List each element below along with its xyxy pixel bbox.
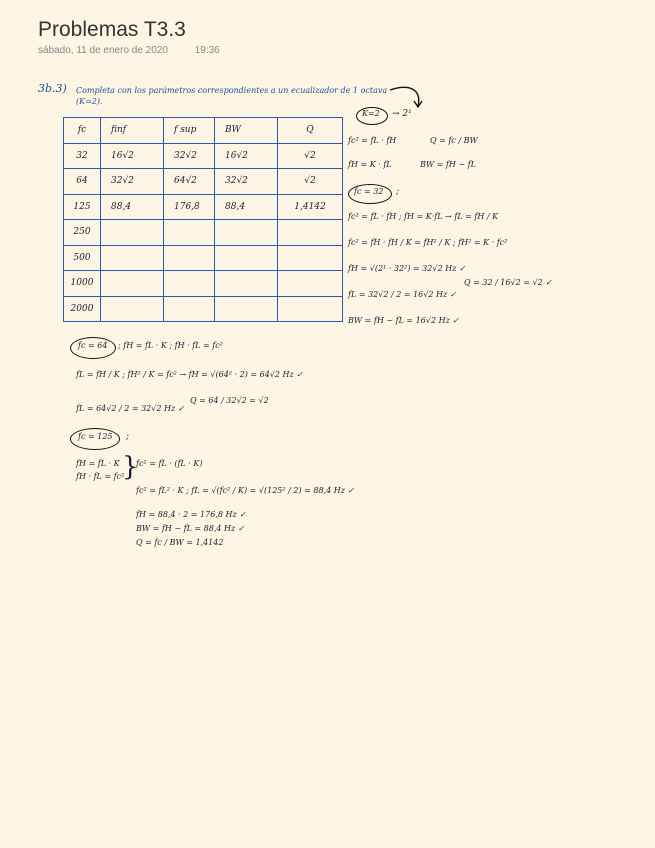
note-line: fH = √(2¹ · 32²) = 32√2 Hz ✓ <box>348 264 466 273</box>
table-cell <box>101 296 164 322</box>
note-line: fH · fL = fc² <box>76 472 125 481</box>
table-header-cell: f sup <box>164 118 215 144</box>
fc125-label: fc = 125 <box>78 432 113 441</box>
note-line: fc² = fL · fH ; fH = K·fL → fL = fH / K <box>348 212 499 221</box>
table-cell: √2 <box>278 143 343 169</box>
table-cell: 16√2 <box>101 143 164 169</box>
note-line: Q = fc / BW = 1,4142 <box>136 538 224 547</box>
table-cell: 32√2 <box>215 169 278 195</box>
k-arrow: → 2¹ <box>392 109 412 119</box>
table-row <box>64 143 343 169</box>
table-header-cell: finf <box>101 118 164 144</box>
table-cell <box>164 245 215 271</box>
page-date: sábado, 11 de enero de 2020 <box>38 45 168 56</box>
table-cell: 88,4 <box>215 194 278 220</box>
table-cell <box>215 245 278 271</box>
note-line: Q = 32 / 16√2 = √2 ✓ <box>464 278 552 287</box>
problem-label: 3b.3) <box>38 82 67 95</box>
table-cell <box>164 296 215 322</box>
table-row <box>64 194 343 220</box>
table-cell <box>164 271 215 297</box>
table-cell: 32 <box>64 143 101 169</box>
table-cell <box>101 245 164 271</box>
table-header-cell: fc <box>64 118 101 144</box>
note-line: fL = fH / K ; fH² / K = fc² → fH = √(64² · 2) = 64√2 Hz ✓ <box>76 370 303 379</box>
table-cell <box>215 296 278 322</box>
fc125-colon: ; <box>126 432 130 442</box>
brace: } <box>122 452 139 482</box>
note-line: BW = fH − fL <box>420 160 476 169</box>
table-cell: 250 <box>64 220 101 246</box>
note-line: fc² = fL · fH <box>348 136 397 145</box>
note-line: BW = fH − fL = 88,4 Hz ✓ <box>136 524 245 533</box>
table-row <box>64 169 343 195</box>
table-cell <box>278 271 343 297</box>
table-row <box>64 296 343 322</box>
table-cell <box>164 220 215 246</box>
table-cell <box>278 296 343 322</box>
note-line: fc² = fL² · K ; fL = √(fc² / K) = √(125² / 2) = 88,4 Hz ✓ <box>136 486 355 495</box>
fc64-label: fc = 64 <box>78 341 108 350</box>
note-line: fH = 88,4 · 2 = 176,8 Hz ✓ <box>136 510 246 519</box>
table-cell: 64 <box>64 169 101 195</box>
table-cell: 1000 <box>64 271 101 297</box>
note-line: BW = fH − fL = 16√2 Hz ✓ <box>348 316 460 325</box>
page-title: Problemas T3.3 <box>38 18 186 41</box>
table-header-cell: BW <box>215 118 278 144</box>
table-cell: 2000 <box>64 296 101 322</box>
fc32-colon: ; <box>396 187 400 197</box>
parameters-table <box>63 117 343 322</box>
statement-arrow <box>388 84 428 110</box>
note-line: fH = fL · K <box>76 459 120 468</box>
table-row <box>64 271 343 297</box>
note-line: Q = fc / BW <box>430 136 478 145</box>
table-cell <box>278 245 343 271</box>
table-cell: 88,4 <box>101 194 164 220</box>
table-cell: 32√2 <box>164 143 215 169</box>
table-row <box>64 220 343 246</box>
table-header-cell: Q <box>278 118 343 144</box>
table-cell: 176,8 <box>164 194 215 220</box>
table-cell <box>278 220 343 246</box>
note-line: fL = 64√2 / 2 = 32√2 Hz ✓ <box>76 404 185 413</box>
table-cell: 32√2 <box>101 169 164 195</box>
table-cell: 125 <box>64 194 101 220</box>
table-cell <box>101 220 164 246</box>
problem-statement-line2: (K=2). <box>76 97 103 106</box>
note-line: fL = 32√2 / 2 = 16√2 Hz ✓ <box>348 290 457 299</box>
note-line: fH = K · fL <box>348 160 392 169</box>
note-line: fc² = fL · (fL · K) <box>136 459 203 468</box>
note-line: Q = 64 / 32√2 = √2 <box>190 396 269 405</box>
table-header-row <box>64 118 343 144</box>
table-cell <box>215 271 278 297</box>
note-line: ; fH = fL · K ; fH · fL = fc² <box>118 341 223 350</box>
table-cell: 64√2 <box>164 169 215 195</box>
fc32-label: fc = 32 <box>354 187 384 196</box>
table-cell: 16√2 <box>215 143 278 169</box>
table-cell: 1,4142 <box>278 194 343 220</box>
note-line: fc² = fH · fH / K = fH² / K ; fH² = K · fc² <box>348 238 508 247</box>
problem-statement-line1: Completa con los parámetros correspondientes a un ecualizador de 1 octava <box>76 86 388 95</box>
table-cell: √2 <box>278 169 343 195</box>
table-row <box>64 245 343 271</box>
table-cell <box>101 271 164 297</box>
page-time: 19:36 <box>194 45 220 56</box>
table-cell <box>215 220 278 246</box>
k-circle-label: K=2 <box>362 109 380 118</box>
page-meta <box>38 45 220 56</box>
table-cell: 500 <box>64 245 101 271</box>
